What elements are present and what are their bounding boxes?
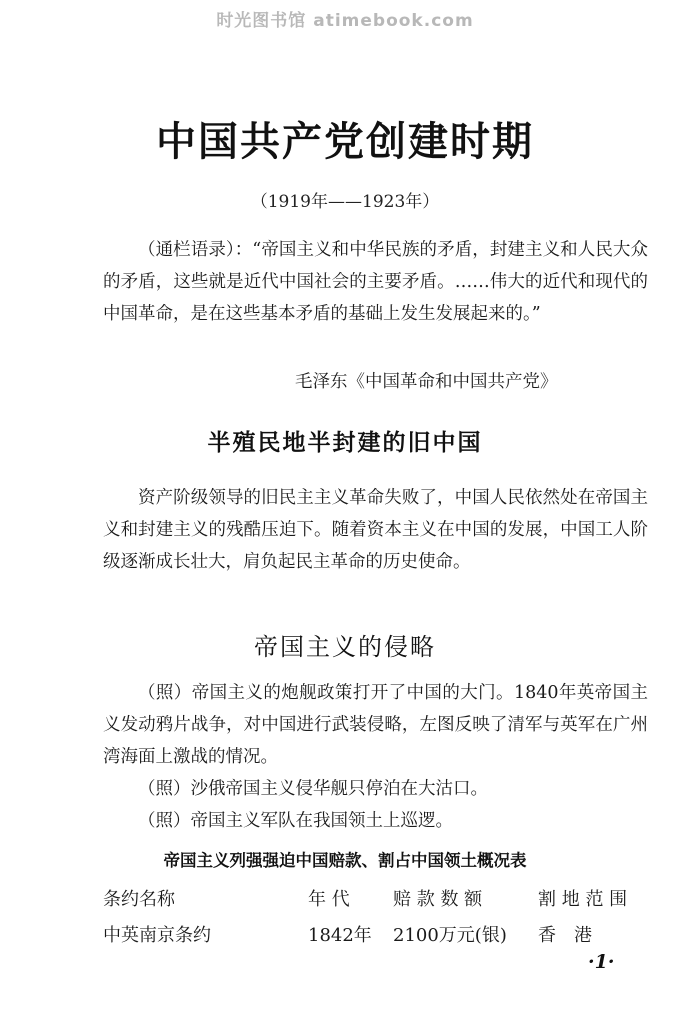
table-cell-indemnity: 2100万元(银) bbox=[393, 925, 507, 946]
page-number: ·1· bbox=[588, 951, 615, 973]
section-imperialism-body bbox=[103, 677, 648, 837]
table-cell-treaty: 中英南京条约 bbox=[103, 925, 211, 946]
table-header-year: 年 代 bbox=[308, 889, 350, 910]
period-subtitle: （1919年——1923年） bbox=[250, 192, 440, 212]
table-header-row bbox=[103, 885, 648, 915]
semicolonial-paragraph: 资产阶级领导的旧民主主义革命失败了，中国人民依然处在帝国主义和封建主义的残酷压迫下。随着资本主义在中国的发展，中国工人阶级逐渐成长壮大，肩负起民主革命的历史使命。 bbox=[103, 488, 648, 572]
table-header-territory: 割 地 范 围 bbox=[538, 889, 628, 910]
imperialism-paragraph-2: （照）沙俄帝国主义侵华舰只停泊在大沽口。 bbox=[138, 779, 488, 799]
quote-block bbox=[103, 234, 648, 330]
imperialism-paragraph-3: （照）帝国主义军队在我国领土上巡逻。 bbox=[138, 811, 453, 831]
imperialism-paragraph-1: （照）帝国主义的炮舰政策打开了中国的大门。1840年英帝国主义发动鸦片战争，对中国进行武装侵略，左图反映了清军与英军在广州湾海面上激战的情况。 bbox=[103, 683, 648, 767]
table-row bbox=[103, 921, 648, 951]
table-header-indemnity: 赔 款 数 额 bbox=[393, 889, 483, 910]
table-cell-year: 1842年 bbox=[308, 925, 372, 946]
watermark: 时光图书馆 atimebook.com bbox=[216, 11, 474, 31]
quote-text: （通栏语录）：“帝国主义和中华民族的矛盾，封建主义和人民大众的矛盾，这些就是近代中国社会的主要矛盾。……伟大的近代和现代的中国革命，是在这些基本矛盾的基础上发生发展起来的。” bbox=[103, 240, 648, 324]
section-semicolonial-body bbox=[103, 482, 648, 578]
section-heading-semicolonial: 半殖民地半封建的旧中国 bbox=[207, 430, 483, 456]
section-heading-imperialism: 帝国主义的侵略 bbox=[254, 633, 436, 661]
table-cell-territory: 香 港 bbox=[538, 925, 592, 946]
page-title: 中国共产党创建时期 bbox=[156, 119, 534, 165]
table-title: 帝国主义列强强迫中国赔款、割占中国领土概况表 bbox=[163, 851, 527, 870]
quote-attribution: 毛泽东《中国革命和中国共产党》 bbox=[295, 372, 558, 392]
table-header-treaty: 条约名称 bbox=[103, 889, 175, 910]
